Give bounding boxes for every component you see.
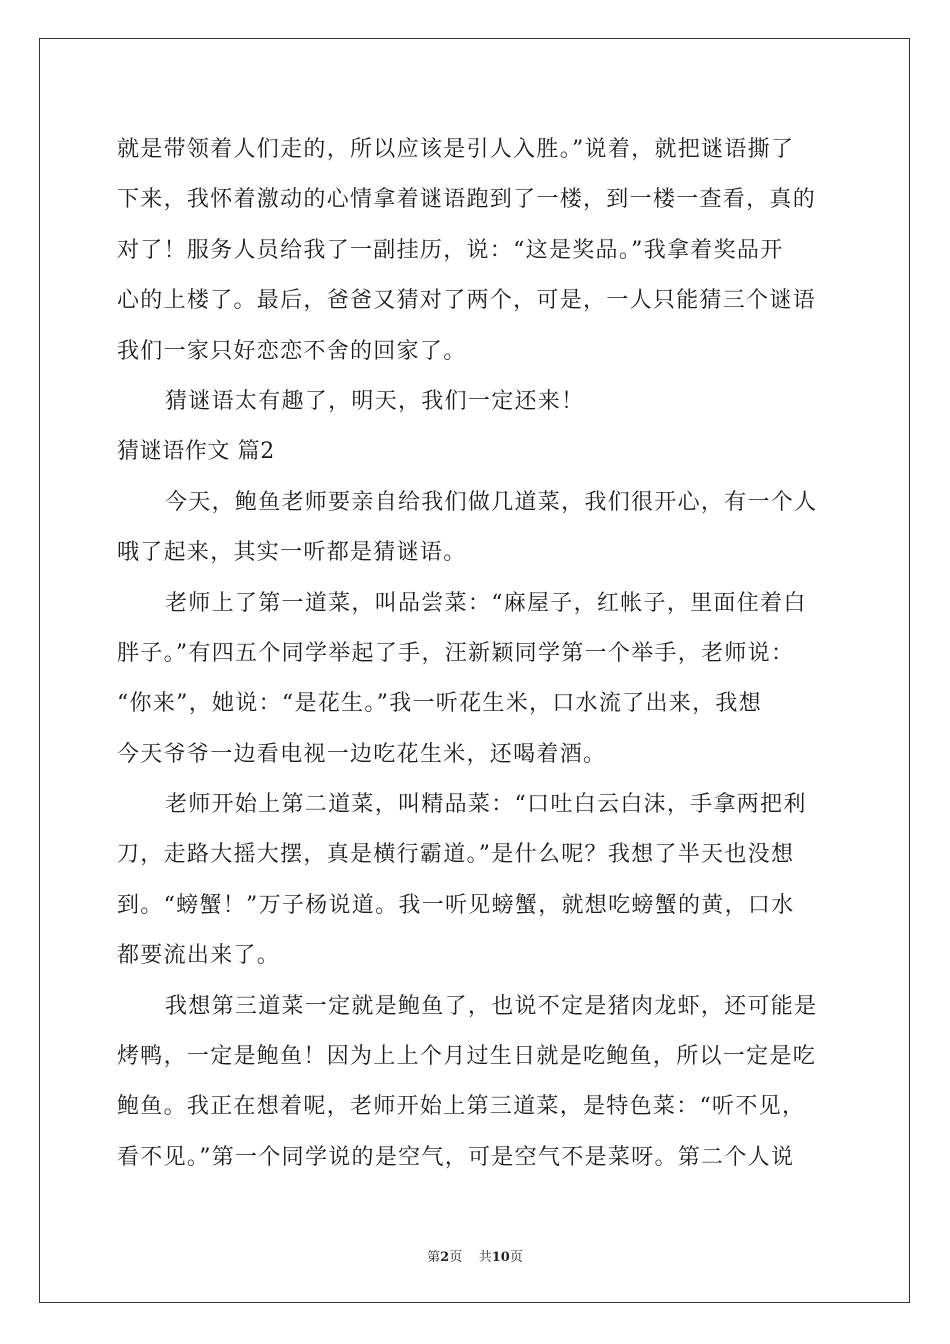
- paragraph-start: 我想第三道菜一定就是鲍鱼了，也说不定是猪肉龙虾，还可能是: [165, 993, 818, 1019]
- text-line: 心的上楼了。最后，爸爸又猜对了两个，可是，一人只能猜三个谜语: [117, 288, 817, 314]
- page-total: 10: [491, 1250, 510, 1265]
- paragraph-start: 猜谜语太有趣了，明天，我们一定还来！: [165, 388, 585, 414]
- paragraph-start: 老师上了第一道菜，叫品尝菜：“麻屋子，红帐子，里面住着白: [165, 590, 807, 616]
- text-line: 烤鸭，一定是鲍鱼！因为上上个月过生日就是吃鲍鱼，所以一定是吃: [117, 1044, 817, 1070]
- text-line: 都要流出来了。: [117, 943, 281, 969]
- text-line: 哦了起来，其实一听都是猜谜语。: [117, 540, 467, 566]
- text-line: 胖子。”有四五个同学举起了手，汪新颖同学第一个举手，老师说：: [117, 640, 795, 666]
- text-line: 刀，走路大摇大摆，真是横行霸道。”是什么呢？我想了半天也没想: [117, 842, 795, 868]
- text-line: 看不见。”第一个同学说的是空气，可是空气不是菜呀。第二个人说: [117, 1144, 795, 1170]
- text-line: 鲍鱼。我正在想着呢，老师开始上第三道菜，是特色菜：“听不见，: [117, 1094, 806, 1120]
- page-label-prefix: 第: [427, 1250, 441, 1265]
- text-line: 我们一家只好恋恋不舍的回家了。: [117, 338, 467, 364]
- page-current: 2: [440, 1250, 450, 1265]
- text-line: 对了！服务人员给我了一副挂历，说：“这是奖品。”我拿着奖品开: [117, 237, 784, 263]
- paragraph-start: 今天，鲍鱼老师要亲自给我们做几道菜，我们很开心，有一个人: [165, 489, 818, 515]
- text-line: 就是带领着人们走的，所以应该是引人入胜。”说着，就把谜语撕了: [117, 137, 795, 162]
- page-footer: [0, 1246, 950, 1265]
- document-body: [117, 125, 834, 1183]
- page-label-suffix: 页: [509, 1250, 523, 1265]
- text-line: 今天爷爷一边看电视一边吃花生米，还喝着酒。: [117, 741, 607, 767]
- text-line: 下来，我怀着激动的心情拿着谜语跑到了一楼，到一楼一查看，真的: [117, 187, 817, 213]
- text-line: “你来”，她说：“是花生。”我一听花生米，口水流了出来，我想: [117, 691, 762, 717]
- paragraph-start: 老师开始上第二道菜，叫精品菜：“口吐白云白沫，手拿两把利: [165, 792, 807, 818]
- text-line: 到。“螃蟹！”万子杨说道。我一听见螃蟹，就想吃螃蟹的黄，口水: [117, 892, 795, 918]
- page-label-mid: 页 共: [449, 1250, 492, 1265]
- section-heading: 猜谜语作文 篇2: [117, 439, 275, 465]
